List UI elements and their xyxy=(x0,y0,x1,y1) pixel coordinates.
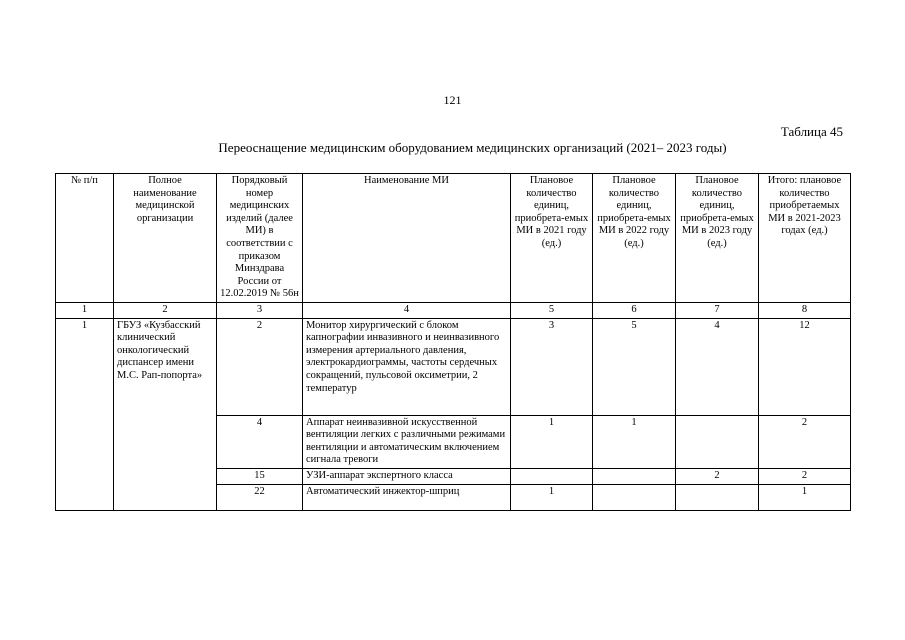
qty-2022 xyxy=(593,484,676,510)
column-number: 3 xyxy=(217,302,303,318)
table-label: Таблица 45 xyxy=(780,124,843,139)
header-cell: Полное наименование медицинской организации xyxy=(114,174,217,303)
qty-total: 1 xyxy=(759,484,851,510)
column-number-row xyxy=(56,302,851,318)
qty-2022: 5 xyxy=(593,318,676,415)
qty-2021: 3 xyxy=(511,318,593,415)
qty-2023: 4 xyxy=(676,318,759,415)
header-cell: Порядковый номер медицинских изделий (далее МИ) в соответствии с приказом Минздрава России от 12.02.2019 № 56н xyxy=(217,174,303,303)
column-number: 5 xyxy=(511,302,593,318)
equipment-name: Автоматический инжектор-шприц xyxy=(303,484,511,510)
qty-2022 xyxy=(593,468,676,484)
column-number: 7 xyxy=(676,302,759,318)
equipment-name: Аппарат неинвазивной искусственной вентиляции легких с различными режимами вентиляции и автоматическим включением сигнала тревоги xyxy=(303,415,511,468)
header-cell: № п/п xyxy=(56,174,114,303)
org-index: 1 xyxy=(56,318,114,510)
qty-2021 xyxy=(511,468,593,484)
table-row xyxy=(56,318,851,415)
header-row xyxy=(56,174,851,303)
header-cell: Итого: плановое количество приобретаемых МИ в 2021-2023 годах (ед.) xyxy=(759,174,851,303)
equipment-table xyxy=(55,173,851,511)
column-number: 4 xyxy=(303,302,511,318)
equipment-code: 4 xyxy=(217,415,303,468)
equipment-code: 2 xyxy=(217,318,303,415)
qty-2023: 2 xyxy=(676,468,759,484)
header-cell: Плановое количество единиц, приобрета-емых МИ в 2022 году (ед.) xyxy=(593,174,676,303)
page-number: 121 xyxy=(443,93,462,107)
equipment-name: Монитор хирургический с блоком капнографии инвазивного и неинвазивного измерения артериального давления, электрокардиограммы, частоты сердечных сокращений, пульсовой оксиметрии, 2 температур xyxy=(303,318,511,415)
header-cell: Плановое количество единиц, приобрета-емых МИ в 2021 году (ед.) xyxy=(511,174,593,303)
qty-2021: 1 xyxy=(511,484,593,510)
qty-2022: 1 xyxy=(593,415,676,468)
equipment-name: УЗИ-аппарат экспертного класса xyxy=(303,468,511,484)
qty-total: 2 xyxy=(759,468,851,484)
qty-total: 2 xyxy=(759,415,851,468)
column-number: 2 xyxy=(114,302,217,318)
qty-2021: 1 xyxy=(511,415,593,468)
equipment-code: 22 xyxy=(217,484,303,510)
header-cell: Наименование МИ xyxy=(303,174,511,303)
org-name: ГБУЗ «Кузбасский клинический онкологический диспансер имени М.С. Рап-попорта» xyxy=(114,318,217,510)
document-title: Переоснащение медицинским оборудованием медицинских организаций (2021– 2023 годы) xyxy=(218,140,727,155)
column-number: 1 xyxy=(56,302,114,318)
column-number: 6 xyxy=(593,302,676,318)
header-cell: Плановое количество единиц, приобрета-емых МИ в 2023 году (ед.) xyxy=(676,174,759,303)
equipment-code: 15 xyxy=(217,468,303,484)
column-number: 8 xyxy=(759,302,851,318)
qty-total: 12 xyxy=(759,318,851,415)
qty-2023 xyxy=(676,484,759,510)
qty-2023 xyxy=(676,415,759,468)
